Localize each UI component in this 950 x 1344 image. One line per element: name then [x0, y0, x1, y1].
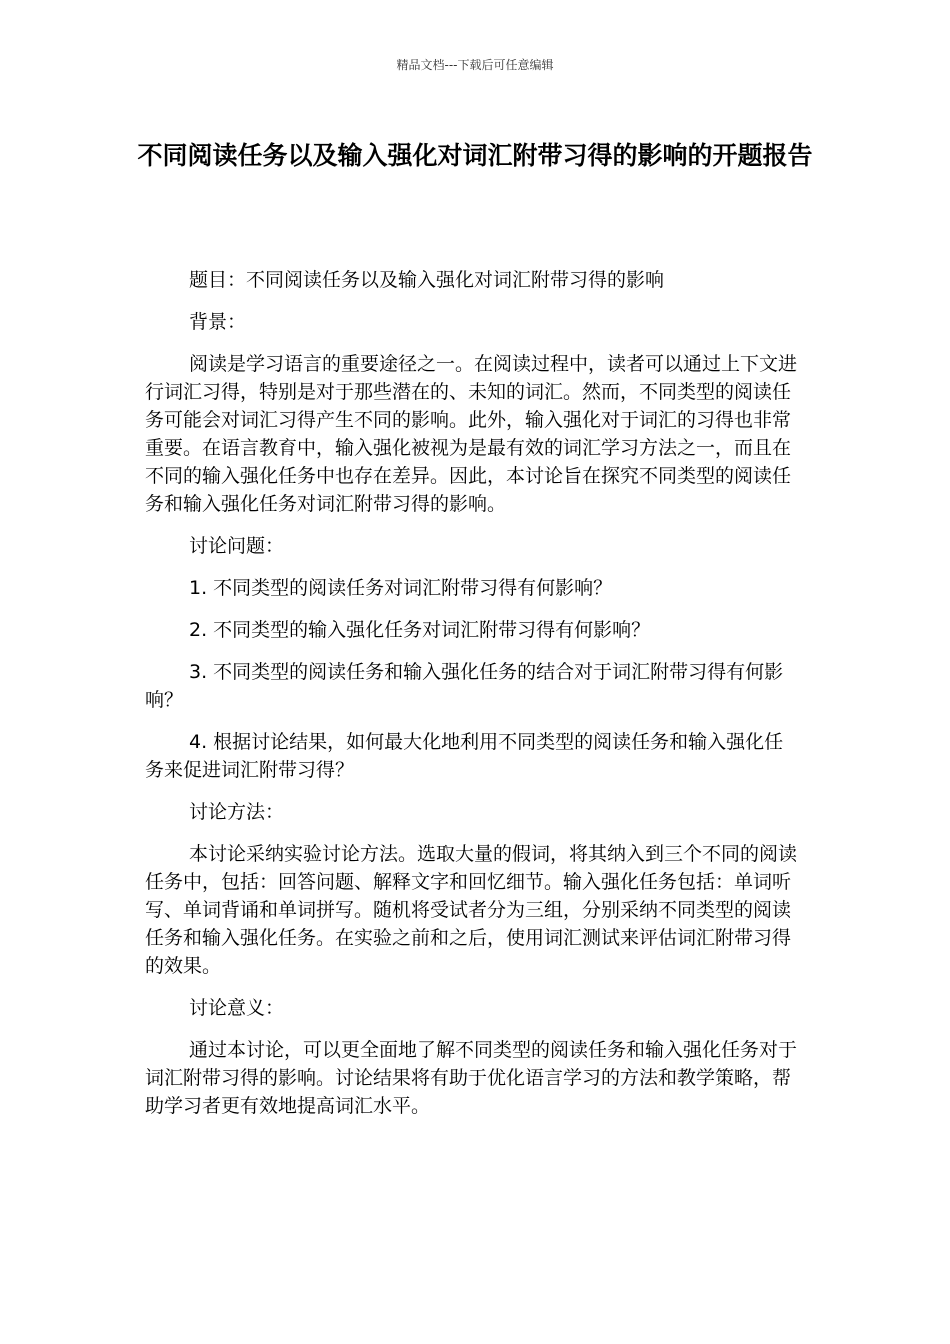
background-heading: 背景：	[189, 311, 247, 333]
method-paragraph: 本讨论采纳实验讨论方法。选取大量的假词，将其纳入到三个不同的阅读任务中，包括：回答问题、解释文字和回忆细节。输入强化任务包括：单词听写、单词背诵和单词拼写。随机将受试者分为三组，分别采纳不同类型的阅读任务和输入强化任务。在实验之前和之后，使用词汇测试来评估词汇附带习得的效果。	[145, 843, 798, 977]
question-item-4: 4. 根据讨论结果，如何最大化地利用不同类型的阅读任务和输入强化任务来促进词汇附带习得？	[145, 731, 784, 781]
significance-paragraph: 通过本讨论，可以更全面地了解不同类型的阅读任务和输入强化任务对于词汇附带习得的影响。讨论结果将有助于优化语言学习的方法和教学策略，帮助学习者更有效地提高词汇水平。	[145, 1039, 798, 1117]
background-paragraph: 阅读是学习语言的重要途径之一。在阅读过程中，读者可以通过上下文进行词汇习得，特别是对于那些潜在的、未知的词汇。然而，不同类型的阅读任务可能会对词汇习得产生不同的影响。此外，输入强化对于词汇的习得也非常重要。在语言教育中，输入强化被视为是最有效的词汇学习方法之一，而且在不同的输入强化任务中也存在差异。因此，本讨论旨在探究不同类型的阅读任务和输入强化任务对词汇附带习得的影响。	[145, 353, 798, 515]
header-note: 精品文档---下载后可任意编辑	[396, 58, 554, 72]
question-item-3: 3. 不同类型的阅读任务和输入强化任务的结合对于词汇附带习得有何影响？	[145, 661, 784, 711]
questions-heading: 讨论问题：	[189, 535, 285, 557]
document-title: 不同阅读任务以及输入强化对词汇附带习得的影响的开题报告	[137, 141, 813, 170]
significance-heading: 讨论意义：	[189, 997, 285, 1019]
question-item-1: 1. 不同类型的阅读任务对词汇附带习得有何影响？	[189, 577, 613, 599]
method-heading: 讨论方法：	[189, 801, 285, 823]
question-item-2: 2. 不同类型的输入强化任务对词汇附带习得有何影响？	[189, 619, 651, 641]
topic-line: 题目：不同阅读任务以及输入强化对词汇附带习得的影响	[189, 269, 665, 291]
document-body	[145, 266, 797, 1134]
